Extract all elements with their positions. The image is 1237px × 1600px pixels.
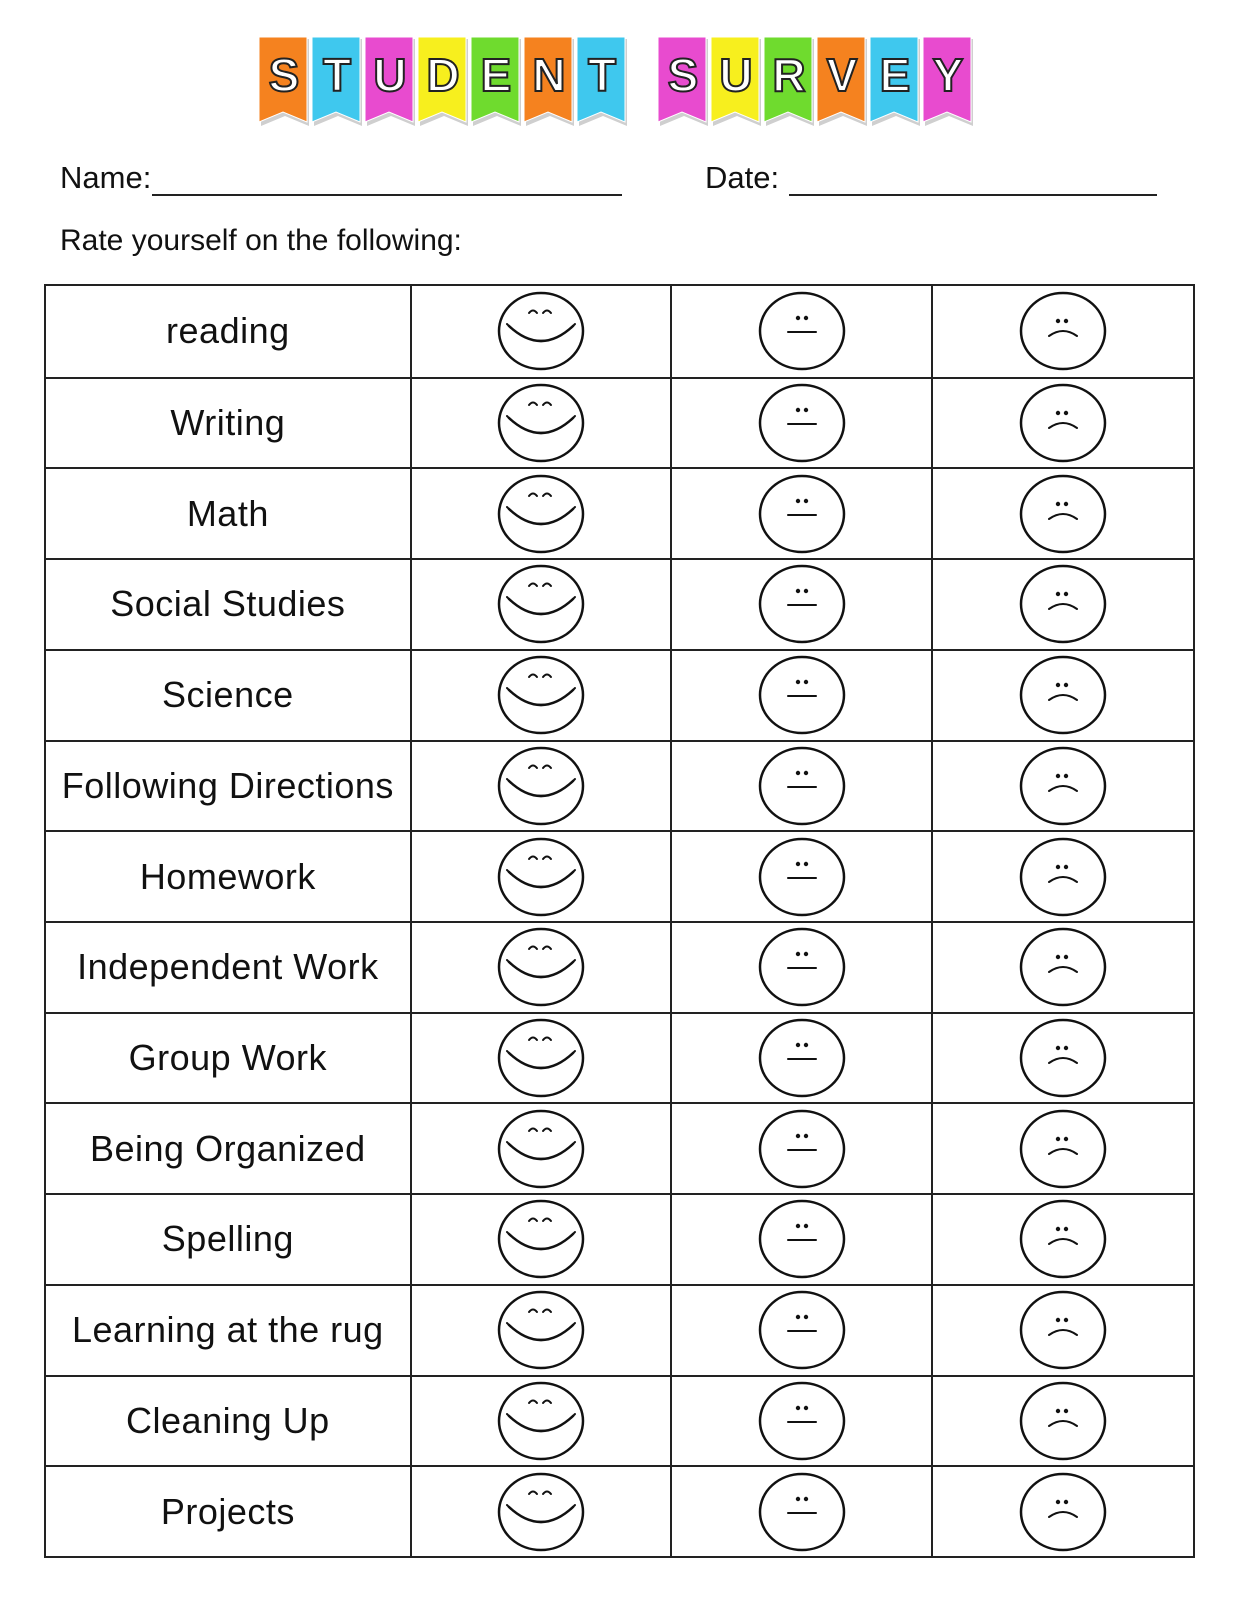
subject-label: Being Organized — [90, 1127, 366, 1169]
sad-face-icon — [1017, 836, 1109, 918]
subject-label: Science — [162, 674, 294, 716]
neutral-face-option[interactable] — [672, 651, 933, 740]
happy-face-option[interactable] — [412, 651, 673, 740]
neutral-face-option[interactable] — [672, 1014, 933, 1103]
happy-face-option[interactable] — [412, 1467, 673, 1556]
neutral-face-icon — [756, 290, 848, 372]
happy-face-option[interactable] — [412, 923, 673, 1012]
sad-face-icon — [1017, 926, 1109, 1008]
sad-face-option[interactable] — [933, 286, 1193, 377]
table-row — [46, 830, 1193, 921]
sad-face-option[interactable] — [933, 1286, 1193, 1375]
subject-label: Following Directions — [61, 764, 394, 806]
sad-face-icon — [1017, 1017, 1109, 1099]
title-letter: S — [667, 49, 699, 101]
title-letter: E — [879, 49, 911, 101]
title-flag — [657, 36, 709, 130]
table-row — [46, 286, 1193, 377]
happy-face-icon — [495, 1380, 587, 1462]
table-row — [46, 1375, 1193, 1466]
subject-label: Writing — [170, 402, 286, 444]
table-row — [46, 921, 1193, 1012]
happy-face-icon — [495, 836, 587, 918]
subject-cell — [46, 560, 412, 649]
happy-face-option[interactable] — [412, 1377, 673, 1466]
neutral-face-icon — [756, 1017, 848, 1099]
subject-label: Homework — [139, 855, 316, 897]
sad-face-option[interactable] — [933, 1377, 1193, 1466]
subject-cell — [46, 832, 412, 921]
table-row — [46, 1012, 1193, 1103]
title-letter: T — [587, 49, 617, 101]
title-flag — [869, 36, 921, 130]
neutral-face-icon — [756, 1108, 848, 1190]
table-row — [46, 1284, 1193, 1375]
neutral-face-icon — [756, 563, 848, 645]
happy-face-icon — [495, 563, 587, 645]
happy-face-icon — [495, 1017, 587, 1099]
title-letter: V — [826, 49, 858, 101]
sad-face-option[interactable] — [933, 1014, 1193, 1103]
neutral-face-icon — [756, 926, 848, 1008]
sad-face-icon — [1017, 290, 1109, 372]
rating-table — [44, 284, 1195, 1558]
neutral-face-icon — [756, 382, 848, 464]
happy-face-icon — [495, 473, 587, 555]
neutral-face-option[interactable] — [672, 742, 933, 831]
neutral-face-option[interactable] — [672, 1377, 933, 1466]
sad-face-option[interactable] — [933, 742, 1193, 831]
subject-cell — [46, 1014, 412, 1103]
title-word-student — [258, 36, 629, 130]
neutral-face-icon — [756, 745, 848, 827]
subject-label: Group Work — [128, 1037, 328, 1079]
happy-face-icon — [495, 1108, 587, 1190]
title-flag — [258, 36, 310, 130]
happy-face-icon — [495, 745, 587, 827]
happy-face-option[interactable] — [412, 560, 673, 649]
table-row — [46, 740, 1193, 831]
happy-face-option[interactable] — [412, 379, 673, 468]
subject-cell — [46, 651, 412, 740]
subject-label: Cleaning Up — [126, 1399, 330, 1441]
happy-face-icon — [495, 1198, 587, 1280]
table-row — [46, 377, 1193, 468]
title-flag — [470, 36, 522, 130]
happy-face-icon — [495, 290, 587, 372]
subject-label: Spelling — [161, 1218, 294, 1260]
subject-label: reading — [166, 310, 290, 352]
neutral-face-icon — [756, 1198, 848, 1280]
subject-label: Learning at the rug — [71, 1309, 384, 1351]
sad-face-icon — [1017, 745, 1109, 827]
happy-face-icon — [495, 1471, 587, 1553]
subject-cell — [46, 1286, 412, 1375]
neutral-face-icon — [756, 836, 848, 918]
happy-face-option[interactable] — [412, 469, 673, 558]
sad-face-option[interactable] — [933, 1104, 1193, 1193]
happy-face-icon — [495, 382, 587, 464]
sad-face-option[interactable] — [933, 1195, 1193, 1284]
sad-face-icon — [1017, 1108, 1109, 1190]
neutral-face-option[interactable] — [672, 560, 933, 649]
subject-cell — [46, 742, 412, 831]
sad-face-option[interactable] — [933, 379, 1193, 468]
neutral-face-icon — [756, 1471, 848, 1553]
date-input-line[interactable] — [789, 194, 1157, 196]
title-letter: Y — [932, 49, 964, 101]
happy-face-option[interactable] — [412, 1014, 673, 1103]
sad-face-icon — [1017, 654, 1109, 736]
sad-face-icon — [1017, 1471, 1109, 1553]
sad-face-option[interactable] — [933, 560, 1193, 649]
sad-face-icon — [1017, 1198, 1109, 1280]
sad-face-icon — [1017, 563, 1109, 645]
sad-face-option[interactable] — [933, 651, 1193, 740]
sad-face-option[interactable] — [933, 832, 1193, 921]
sad-face-icon — [1017, 1289, 1109, 1371]
neutral-face-icon — [756, 654, 848, 736]
neutral-face-icon — [756, 473, 848, 555]
neutral-face-option[interactable] — [672, 379, 933, 468]
neutral-face-option[interactable] — [672, 286, 933, 377]
sad-face-option[interactable] — [933, 923, 1193, 1012]
neutral-face-option[interactable] — [672, 1286, 933, 1375]
happy-face-option[interactable] — [412, 742, 673, 831]
name-label: Name: — [60, 160, 152, 195]
title-flag — [417, 36, 469, 130]
title-letter: N — [532, 49, 566, 101]
title-letter: D — [426, 49, 460, 101]
title-banner — [0, 36, 1237, 136]
name-input-line[interactable] — [152, 194, 622, 196]
neutral-face-option[interactable] — [672, 923, 933, 1012]
title-flag — [311, 36, 363, 130]
subject-cell — [46, 1467, 412, 1556]
title-flag — [523, 36, 575, 130]
subject-cell — [46, 923, 412, 1012]
table-row — [46, 1465, 1193, 1556]
table-row — [46, 1102, 1193, 1193]
table-row — [46, 467, 1193, 558]
happy-face-icon — [495, 1289, 587, 1371]
happy-face-option[interactable] — [412, 1104, 673, 1193]
neutral-face-option[interactable] — [672, 1467, 933, 1556]
happy-face-icon — [495, 654, 587, 736]
happy-face-icon — [495, 926, 587, 1008]
subject-label: Projects — [160, 1490, 295, 1532]
sad-face-option[interactable] — [933, 1467, 1193, 1556]
neutral-face-option[interactable] — [672, 832, 933, 921]
subject-cell — [46, 1377, 412, 1466]
subject-cell — [46, 286, 412, 377]
subject-cell — [46, 1104, 412, 1193]
table-row — [46, 1193, 1193, 1284]
neutral-face-option[interactable] — [672, 469, 933, 558]
subject-cell — [46, 469, 412, 558]
neutral-face-icon — [756, 1380, 848, 1462]
subject-label: Math — [186, 492, 269, 534]
subject-cell — [46, 379, 412, 468]
happy-face-option[interactable] — [412, 832, 673, 921]
rating-prompt: Rate yourself on the following: — [60, 224, 462, 257]
subject-label: Social Studies — [110, 583, 346, 625]
title-flag — [576, 36, 628, 130]
title-flag — [364, 36, 416, 130]
sad-face-option[interactable] — [933, 469, 1193, 558]
title-word-survey — [657, 36, 975, 130]
title-flag — [816, 36, 868, 130]
neutral-face-icon — [756, 1289, 848, 1371]
title-flag — [710, 36, 762, 130]
title-letter: U — [719, 49, 753, 101]
title-letter: T — [322, 49, 352, 101]
table-row — [46, 649, 1193, 740]
sad-face-icon — [1017, 382, 1109, 464]
subject-cell — [46, 1195, 412, 1284]
title-flag — [922, 36, 974, 130]
sad-face-icon — [1017, 1380, 1109, 1462]
neutral-face-option[interactable] — [672, 1195, 933, 1284]
title-letter: S — [268, 49, 300, 101]
table-row — [46, 558, 1193, 649]
title-flag — [763, 36, 815, 130]
neutral-face-option[interactable] — [672, 1104, 933, 1193]
date-label: Date: — [705, 160, 780, 195]
happy-face-option[interactable] — [412, 1195, 673, 1284]
happy-face-option[interactable] — [412, 286, 673, 377]
title-letter: R — [772, 49, 806, 101]
sad-face-icon — [1017, 473, 1109, 555]
title-letter: E — [480, 49, 512, 101]
title-letter: U — [373, 49, 407, 101]
subject-label: Independent Work — [77, 946, 379, 988]
happy-face-option[interactable] — [412, 1286, 673, 1375]
